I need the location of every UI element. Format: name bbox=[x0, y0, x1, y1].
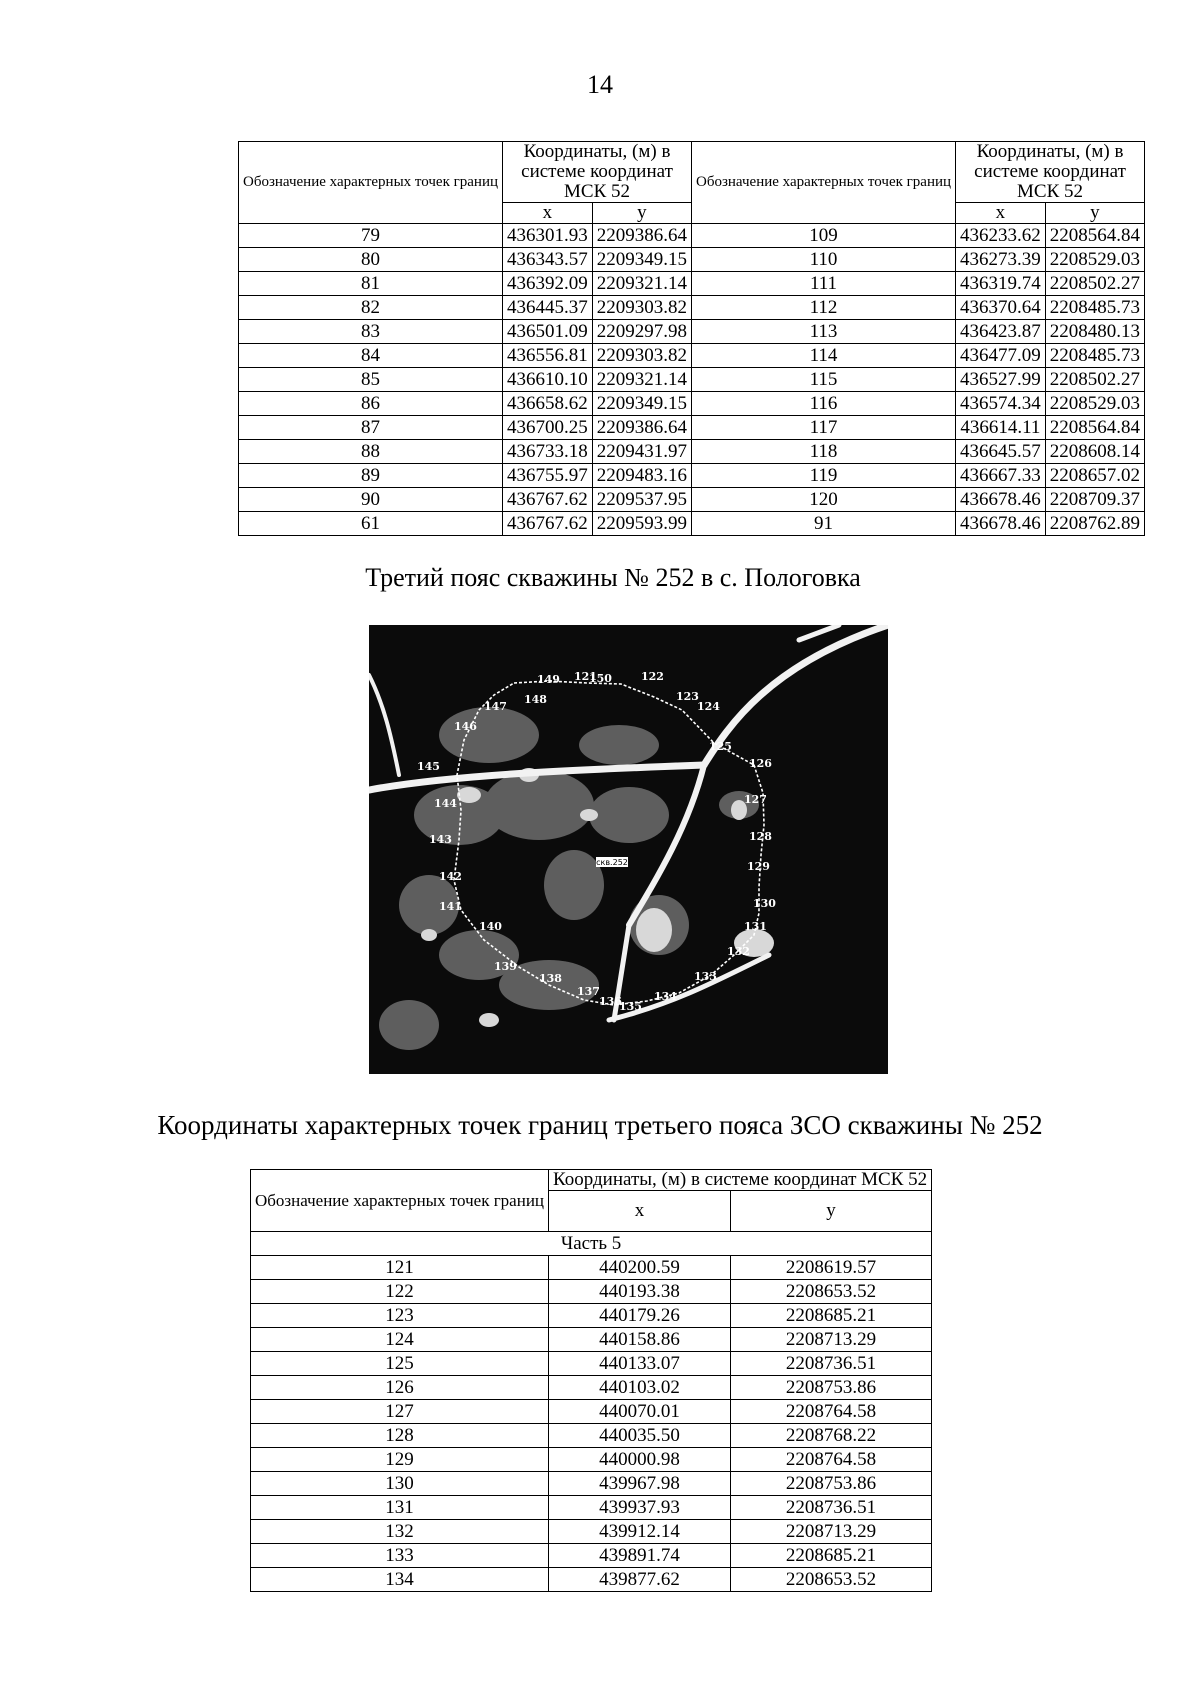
section-heading: Третий пояс скважины № 252 в с. Пологовка bbox=[365, 563, 861, 592]
table-cell: 2208736.51 bbox=[730, 1352, 931, 1376]
table-cell: 436527.99 bbox=[956, 368, 1046, 392]
table-cell: 436233.62 bbox=[956, 224, 1046, 248]
header-coords: Координаты, (м) в системе координат МСК 52 bbox=[549, 1170, 932, 1191]
table-cell: 111 bbox=[692, 272, 956, 296]
table-row bbox=[251, 1544, 932, 1568]
table-cell: 439937.93 bbox=[549, 1496, 731, 1520]
table-cell: 82 bbox=[239, 296, 503, 320]
table-row bbox=[251, 1328, 932, 1352]
table-cell: 2208529.03 bbox=[1045, 392, 1144, 416]
table-cell: 79 bbox=[239, 224, 503, 248]
table-row bbox=[239, 344, 1145, 368]
table-cell: 2208685.21 bbox=[730, 1304, 931, 1328]
table-cell: 436678.46 bbox=[956, 512, 1046, 536]
table-row bbox=[239, 488, 1145, 512]
table-row bbox=[251, 1520, 932, 1544]
table-row bbox=[251, 1304, 932, 1328]
table-cell: 2208608.14 bbox=[1045, 440, 1144, 464]
table-row bbox=[251, 1472, 932, 1496]
header-point: Обозначение характерных точек границ bbox=[239, 142, 503, 224]
point-label: 135 bbox=[619, 1000, 642, 1013]
table-cell: 122 bbox=[251, 1280, 549, 1304]
point-label: 128 bbox=[749, 830, 772, 843]
table-row bbox=[239, 296, 1145, 320]
point-label: 123 bbox=[676, 690, 699, 703]
table-heading: Координаты характерных точек границ третьего пояса ЗСО скважины № 252 bbox=[157, 1110, 1043, 1140]
table-cell: 436423.87 bbox=[956, 320, 1046, 344]
table-cell: 88 bbox=[239, 440, 503, 464]
table-cell: 2208653.52 bbox=[730, 1568, 931, 1592]
table-cell: 119 bbox=[692, 464, 956, 488]
table-cell: 133 bbox=[251, 1544, 549, 1568]
point-label: 149 bbox=[537, 673, 560, 686]
table-row bbox=[251, 1400, 932, 1424]
point-label: 140 bbox=[479, 920, 502, 933]
table-cell: 436733.18 bbox=[503, 440, 593, 464]
table-cell: 436501.09 bbox=[503, 320, 593, 344]
table-cell: 126 bbox=[251, 1376, 549, 1400]
table-cell: 2209431.97 bbox=[592, 440, 691, 464]
table-cell: 2209593.99 bbox=[592, 512, 691, 536]
table-row bbox=[239, 512, 1145, 536]
table-cell: 2209483.16 bbox=[592, 464, 691, 488]
table-cell: 436700.25 bbox=[503, 416, 593, 440]
table-cell: 436370.64 bbox=[956, 296, 1046, 320]
table-cell: 87 bbox=[239, 416, 503, 440]
table-cell: 134 bbox=[251, 1568, 549, 1592]
table-cell: 121 bbox=[251, 1256, 549, 1280]
point-label: 127 bbox=[744, 793, 767, 806]
table-cell: 440000.98 bbox=[549, 1448, 731, 1472]
table-cell: 2208685.21 bbox=[730, 1544, 931, 1568]
page-number: 14 bbox=[587, 70, 613, 99]
table-cell: 120 bbox=[692, 488, 956, 512]
table-cell: 124 bbox=[251, 1328, 549, 1352]
point-label: 145 bbox=[417, 760, 440, 773]
table-row bbox=[251, 1352, 932, 1376]
table-row bbox=[239, 272, 1145, 296]
table-cell: 436574.34 bbox=[956, 392, 1046, 416]
header-x: x bbox=[956, 203, 1046, 224]
point-label: 125 bbox=[709, 740, 732, 753]
table-cell: 436445.37 bbox=[503, 296, 593, 320]
table-cell: 125 bbox=[251, 1352, 549, 1376]
table-cell: 2209349.15 bbox=[592, 392, 691, 416]
table-cell: 2208736.51 bbox=[730, 1496, 931, 1520]
point-label: 132 bbox=[727, 945, 750, 958]
header-y: y bbox=[592, 203, 691, 224]
table-row bbox=[239, 392, 1145, 416]
table-cell: 2208713.29 bbox=[730, 1328, 931, 1352]
table-row bbox=[239, 224, 1145, 248]
table-cell: 2209321.14 bbox=[592, 272, 691, 296]
table-cell: 2208764.58 bbox=[730, 1448, 931, 1472]
table-cell: 439912.14 bbox=[549, 1520, 731, 1544]
table-cell: 2208502.27 bbox=[1045, 368, 1144, 392]
point-label: 137 bbox=[577, 985, 600, 998]
table-cell: 440035.50 bbox=[549, 1424, 731, 1448]
table-cell: 440158.86 bbox=[549, 1328, 731, 1352]
point-label: 146 bbox=[454, 720, 477, 733]
point-label: 133 bbox=[694, 970, 717, 983]
section-label: Часть 5 bbox=[251, 1232, 932, 1256]
table-cell: 118 bbox=[692, 440, 956, 464]
table-cell: 2208768.22 bbox=[730, 1424, 931, 1448]
header-point: Обозначение характерных точек границ bbox=[692, 142, 956, 224]
point-label: 143 bbox=[429, 833, 452, 846]
point-label: 129 bbox=[747, 860, 770, 873]
table-row bbox=[251, 1376, 932, 1400]
table-cell: 436767.62 bbox=[503, 488, 593, 512]
table-cell: 116 bbox=[692, 392, 956, 416]
table-cell: 439891.74 bbox=[549, 1544, 731, 1568]
point-label: 134 bbox=[654, 990, 677, 1003]
point-label: 150 bbox=[589, 672, 612, 685]
table-cell: 2209386.64 bbox=[592, 416, 691, 440]
header-y: y bbox=[730, 1191, 931, 1232]
coordinates-table-1 bbox=[238, 141, 1145, 536]
coordinates-table-2 bbox=[250, 1169, 932, 1592]
table-cell: 2208564.84 bbox=[1045, 416, 1144, 440]
table-cell: 2208753.86 bbox=[730, 1376, 931, 1400]
table-cell: 129 bbox=[251, 1448, 549, 1472]
header-x: x bbox=[503, 203, 593, 224]
table-cell: 2208753.86 bbox=[730, 1472, 931, 1496]
table-cell: 440133.07 bbox=[549, 1352, 731, 1376]
header-y: y bbox=[1045, 203, 1144, 224]
table-cell: 2209321.14 bbox=[592, 368, 691, 392]
table-cell: 114 bbox=[692, 344, 956, 368]
table-row bbox=[251, 1568, 932, 1592]
header-x: x bbox=[549, 1191, 731, 1232]
table-cell: 440200.59 bbox=[549, 1256, 731, 1280]
table-cell: 439967.98 bbox=[549, 1472, 731, 1496]
table-cell: 84 bbox=[239, 344, 503, 368]
table-cell: 83 bbox=[239, 320, 503, 344]
point-label: 121 bbox=[574, 670, 597, 683]
point-label: 147 bbox=[484, 700, 507, 713]
point-label: 144 bbox=[434, 797, 457, 810]
table-cell: 81 bbox=[239, 272, 503, 296]
table-cell: 117 bbox=[692, 416, 956, 440]
table-cell: 436755.97 bbox=[503, 464, 593, 488]
table-row bbox=[239, 416, 1145, 440]
point-label: 139 bbox=[494, 960, 517, 973]
table-cell: 85 bbox=[239, 368, 503, 392]
table-cell: 2208529.03 bbox=[1045, 248, 1144, 272]
point-label: 138 bbox=[539, 972, 562, 985]
table-cell: 113 bbox=[692, 320, 956, 344]
table-cell: 436319.74 bbox=[956, 272, 1046, 296]
table-cell: 436610.10 bbox=[503, 368, 593, 392]
table-cell: 436477.09 bbox=[956, 344, 1046, 368]
table-cell: 440070.01 bbox=[549, 1400, 731, 1424]
well-label: скв.252 bbox=[596, 858, 628, 867]
table-cell: 132 bbox=[251, 1520, 549, 1544]
table-cell: 2208485.73 bbox=[1045, 344, 1144, 368]
table-cell: 436614.11 bbox=[956, 416, 1046, 440]
table-cell: 2208709.37 bbox=[1045, 488, 1144, 512]
point-label: 141 bbox=[439, 900, 462, 913]
table-cell: 2208762.89 bbox=[1045, 512, 1144, 536]
header-point: Обозначение характерных точек границ bbox=[251, 1170, 549, 1232]
table-row bbox=[251, 1424, 932, 1448]
table-cell: 2209297.98 bbox=[592, 320, 691, 344]
table-cell: 436667.33 bbox=[956, 464, 1046, 488]
point-label: 130 bbox=[753, 897, 776, 910]
table-cell: 436343.57 bbox=[503, 248, 593, 272]
table-cell: 440103.02 bbox=[549, 1376, 731, 1400]
table-cell: 436301.93 bbox=[503, 224, 593, 248]
aerial-map-image bbox=[369, 625, 888, 1074]
table-row bbox=[251, 1496, 932, 1520]
table-cell: 2208480.13 bbox=[1045, 320, 1144, 344]
table-cell: 90 bbox=[239, 488, 503, 512]
point-label: 136 bbox=[599, 995, 622, 1008]
point-label: 148 bbox=[524, 693, 547, 706]
table-cell: 86 bbox=[239, 392, 503, 416]
table-cell: 123 bbox=[251, 1304, 549, 1328]
header-coords: Координаты, (м) в системе координат МСК 52 bbox=[956, 142, 1145, 203]
table-row bbox=[251, 1256, 932, 1280]
table-cell: 2208713.29 bbox=[730, 1520, 931, 1544]
table-row bbox=[251, 1280, 932, 1304]
table-cell: 2209349.15 bbox=[592, 248, 691, 272]
table-cell: 115 bbox=[692, 368, 956, 392]
table-cell: 2208764.58 bbox=[730, 1400, 931, 1424]
table-cell: 61 bbox=[239, 512, 503, 536]
table-cell: 436556.81 bbox=[503, 344, 593, 368]
table-row bbox=[251, 1448, 932, 1472]
table-cell: 440193.38 bbox=[549, 1280, 731, 1304]
table-cell: 439877.62 bbox=[549, 1568, 731, 1592]
table-cell: 2208619.57 bbox=[730, 1256, 931, 1280]
table-cell: 436767.62 bbox=[503, 512, 593, 536]
table-cell: 2209303.82 bbox=[592, 344, 691, 368]
table-cell: 130 bbox=[251, 1472, 549, 1496]
table-cell: 436645.57 bbox=[956, 440, 1046, 464]
table-cell: 128 bbox=[251, 1424, 549, 1448]
point-label: 126 bbox=[749, 757, 772, 770]
table-cell: 436678.46 bbox=[956, 488, 1046, 512]
header-coords: Координаты, (м) в системе координат МСК 52 bbox=[503, 142, 692, 203]
table-cell: 112 bbox=[692, 296, 956, 320]
table-cell: 89 bbox=[239, 464, 503, 488]
table-cell: 110 bbox=[692, 248, 956, 272]
table-row bbox=[239, 320, 1145, 344]
table-cell: 80 bbox=[239, 248, 503, 272]
point-label: 142 bbox=[439, 870, 462, 883]
table-row bbox=[239, 248, 1145, 272]
table-cell: 2209537.95 bbox=[592, 488, 691, 512]
table-row bbox=[239, 440, 1145, 464]
table-cell: 436273.39 bbox=[956, 248, 1046, 272]
table-cell: 131 bbox=[251, 1496, 549, 1520]
table-cell: 436658.62 bbox=[503, 392, 593, 416]
table-cell: 2208502.27 bbox=[1045, 272, 1144, 296]
table-cell: 2208657.02 bbox=[1045, 464, 1144, 488]
table-cell: 2208653.52 bbox=[730, 1280, 931, 1304]
table-row bbox=[239, 464, 1145, 488]
table-cell: 2209386.64 bbox=[592, 224, 691, 248]
point-label: 131 bbox=[744, 920, 767, 933]
table-cell: 2208564.84 bbox=[1045, 224, 1144, 248]
point-label: 122 bbox=[641, 670, 664, 683]
table-cell: 2209303.82 bbox=[592, 296, 691, 320]
table-cell: 436392.09 bbox=[503, 272, 593, 296]
table-cell: 2208485.73 bbox=[1045, 296, 1144, 320]
table-cell: 91 bbox=[692, 512, 956, 536]
table-row bbox=[239, 368, 1145, 392]
table-cell: 127 bbox=[251, 1400, 549, 1424]
point-label: 124 bbox=[697, 700, 720, 713]
table-cell: 109 bbox=[692, 224, 956, 248]
table-cell: 440179.26 bbox=[549, 1304, 731, 1328]
